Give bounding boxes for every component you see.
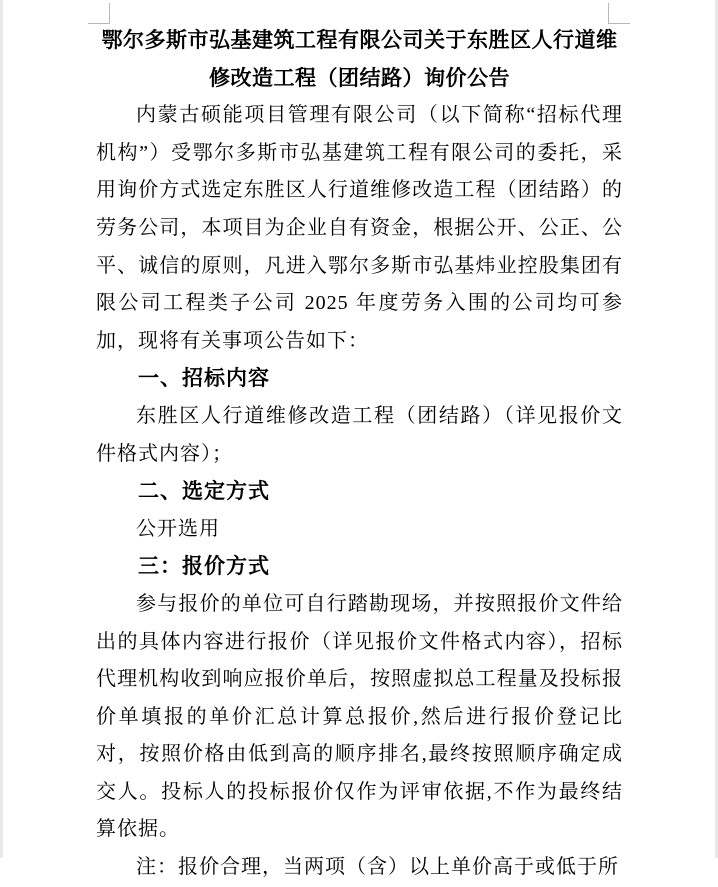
- document-title: [96, 22, 623, 97]
- body-paragraph: 内蒙古硕能项目管理有限公司（以下简称“招标代理机构”）受鄂尔多斯市弘基建筑工程有限公司的委托，采用询价方式选定东胜区人行道维修改造工程（团结路）的劳务公司，本项目为企业自有资金，根据公开、公正、公平、诚信的原则，凡进入鄂尔多斯市弘基炜业控股集团有限公司工程类子公司 2025 年度劳务入围的公司均可参加，现将有关事项公告如下：: [96, 104, 623, 352]
- body-paragraph: 东胜区人行道维修改造工程（团结路）（详见报价文件格式内容）；: [96, 404, 623, 465]
- margin-crop-mark-top-right-icon: [608, 3, 630, 24]
- document-title-line-2: 修改造工程（团结路）询价公告: [209, 65, 510, 90]
- document-title-line-1: 鄂尔多斯市弘基建筑工程有限公司关于东胜区人行道维: [101, 28, 618, 52]
- document-content: [96, 22, 623, 887]
- document-body: [96, 97, 623, 886]
- margin-crop-mark-top-left-icon: [88, 3, 110, 24]
- page-left-edge: [0, 0, 3, 858]
- section-heading: 二、选定方式: [138, 480, 270, 504]
- section-heading: 一、招标内容: [138, 367, 270, 391]
- body-paragraph: 公开选用: [136, 517, 220, 540]
- body-paragraph: 参与报价的单位可自行踏勘现场，并按照报价文件给出的具体内容进行报价（详见报价文件格式内容），招标代理机构收到响应报价单后，按照虚拟总工程量及投标报价单填报的单价汇总计算总报价,然后进行报价登记比对，按照价格由低到高的顺序排名,最终按照顺序确定成交人。投标人的投标报价仅作为评审依据,不作为最终结算依据。: [96, 592, 623, 841]
- body-paragraph: 注：报价合理，当两项（含）以上单价高于或低于所: [136, 856, 619, 879]
- section-heading: 三：报价方式: [138, 555, 270, 579]
